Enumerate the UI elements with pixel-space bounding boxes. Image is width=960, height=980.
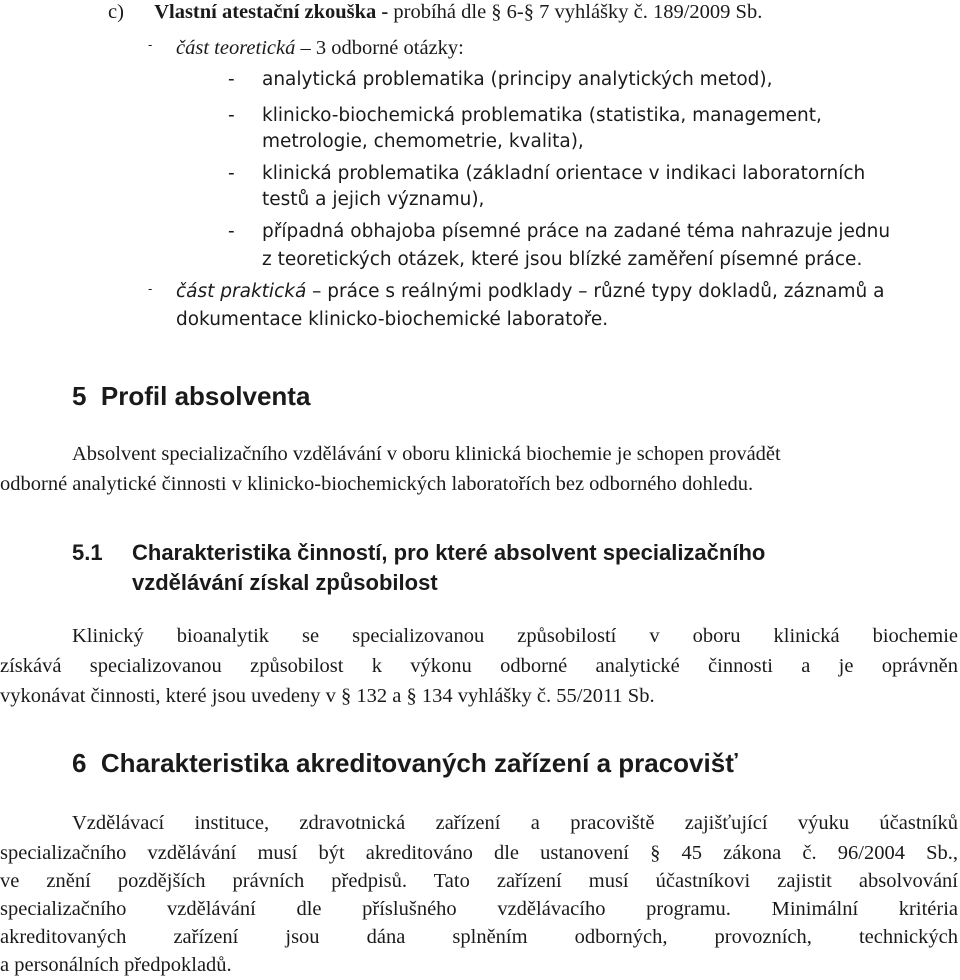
- theory-item-1-dash: -: [228, 69, 235, 90]
- section-6-heading: 6 Charakteristika akreditovaných zařízení a pracovišť: [72, 748, 738, 778]
- theory-item-4-dash: -: [228, 221, 235, 242]
- section-c-title: Vlastní atestační zkouška -: [154, 1, 389, 23]
- section-c-title-rest: probíhá dle § 6-§ 7 vyhlášky č. 189/2009 Sb.: [388, 1, 763, 23]
- theory-item-4-line-1: případná obhajoba písemné práce na zadané téma nahrazuje jednu: [262, 221, 891, 242]
- section-6-para-line-1: Vzdělávací instituce, zdravotnická zařízení a pracoviště zajišťující výuku účastníků: [72, 812, 958, 834]
- section-5-1-para-line-2: získává specializovanou způsobilost k výkonu odborné analytické činnosti a je oprávněn: [0, 655, 958, 677]
- theory-item-3-line-2: testů a jejich významu),: [262, 189, 485, 210]
- theory-item-2-line-1: klinicko-biochemická problematika (statistika, management,: [262, 105, 822, 126]
- theory-item-3-line-1: klinická problematika (základní orientace v indikaci laboratorních: [262, 163, 866, 184]
- practice-rest: – práce s reálnými podklady – různé typy dokladů, záznamů a: [306, 281, 885, 302]
- practice-line-2: dokumentace klinicko-biochemické laboratoře.: [176, 309, 609, 330]
- section-5-1-heading-line-2: vzdělávání získal způsobilost: [132, 570, 438, 595]
- section-6-para-line-6: a personálních předpokladů.: [0, 954, 232, 976]
- section-5-heading: 5 Profil absolventa: [72, 381, 311, 411]
- theory-item-2-line-2: metrologie, chemometrie, kvalita),: [262, 131, 584, 152]
- section-c-line: [108, 0, 762, 26]
- section-c-marker: c): [108, 1, 124, 23]
- section-5-1-para-line-1: Klinický bioanalytik se specializovanou způsobilostí v oboru klinická biochemie: [72, 625, 958, 647]
- theory-dash: -: [148, 37, 153, 52]
- section-6-para-line-4: specializačního vzdělávání dle příslušného vzdělávacího programu. Minimální kritéria: [0, 898, 958, 920]
- section-6-para-line-5: akreditovaných zařízení jsou dána splněním odborných, provozních, technických: [0, 926, 958, 948]
- practice-label: část praktická: [176, 281, 307, 302]
- theory-rest: – 3 odborné otázky:: [295, 37, 464, 59]
- theory-label: část teoretická: [176, 37, 296, 59]
- section-6-para-line-2: specializačního vzdělávání musí být akreditováno dle ustanovení § 45 zákona č. 96/2004 Sb.,: [0, 842, 958, 864]
- theory-item-3-dash: -: [228, 163, 235, 184]
- theory-item-1: analytická problematika (principy analytických metod),: [262, 69, 773, 90]
- section-5-1-number: 5.1: [72, 540, 103, 565]
- practice-line-1: [176, 278, 885, 306]
- theory-item-2-dash: -: [228, 105, 235, 126]
- practice-dash: -: [148, 281, 153, 296]
- section-5-1-para-line-3: vykonávat činnosti, které jsou uvedeny v § 132 a § 134 vyhlášky č. 55/2011 Sb.: [0, 685, 655, 707]
- section-6-para-line-3: ve znění pozdějších právních předpisů. Tato zařízení musí účastníkovi zajistit absolvování: [0, 870, 958, 892]
- section-5-para-line-1: Absolvent specializačního vzdělávání v oboru klinická biochemie je schopen provádět: [72, 443, 781, 465]
- section-5-1-heading-line-1: Charakteristika činností, pro které absolvent specializačního: [132, 540, 766, 565]
- section-5-para-line-2: odborné analytické činnosti v klinicko-biochemických laboratořích bez odborného dohledu.: [0, 473, 754, 495]
- theory-item-4-line-2: z teoretických otázek, které jsou blízké zaměření písemné práce.: [262, 249, 863, 270]
- theory-line: [176, 34, 464, 62]
